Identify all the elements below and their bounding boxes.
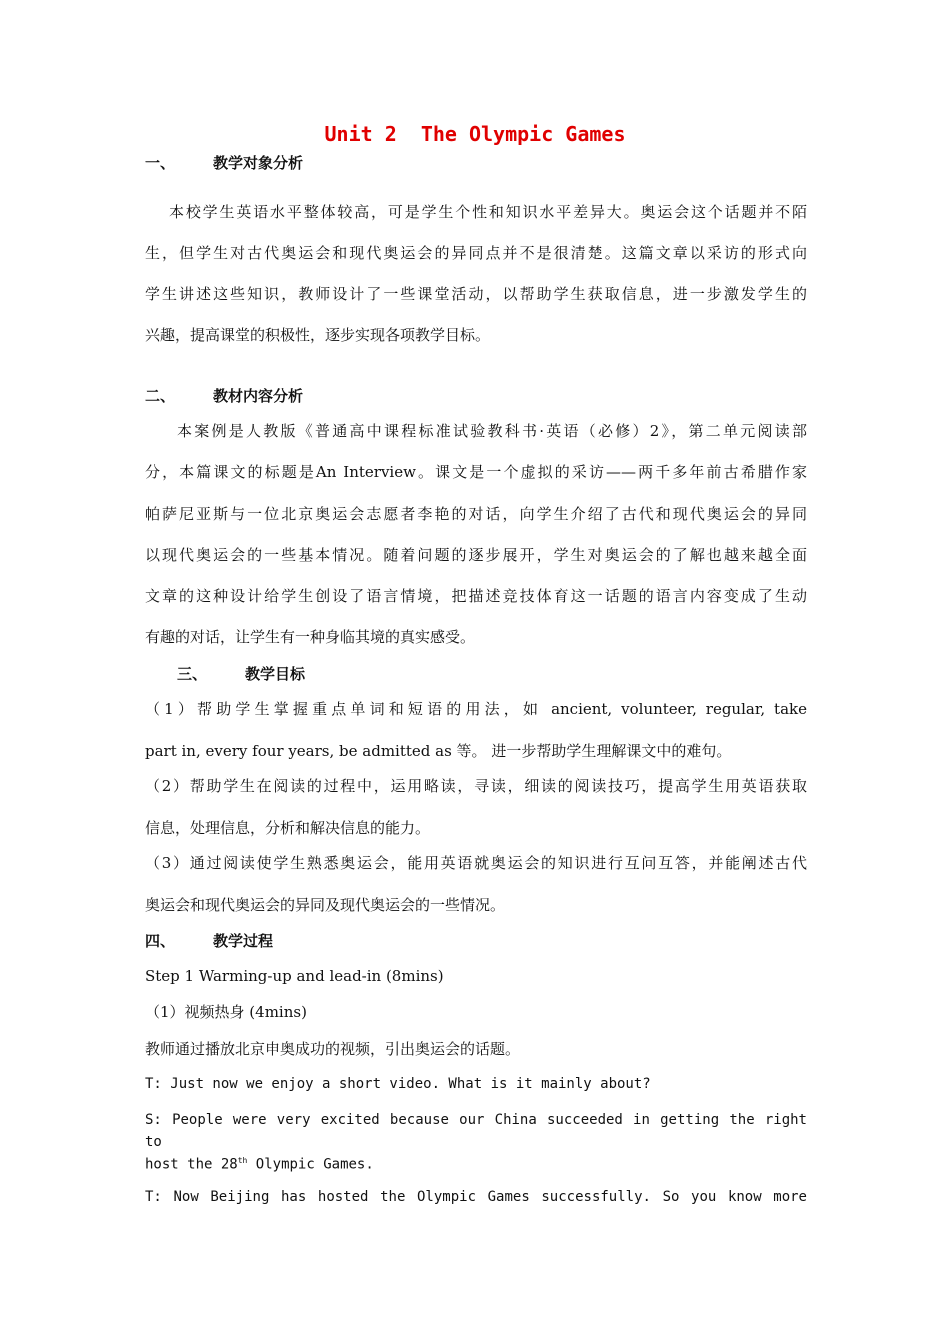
paragraph-line: 学生讲述这些知识，教师设计了一些课堂活动，以帮助学生获取信息，进一步激发学生的 [145, 285, 807, 303]
dialogue-line [145, 1150, 807, 1176]
paragraph-line: 文章的这种设计给学生创设了语言情境，把描述竞技体育这一话题的语言内容变成了生动 [145, 587, 807, 605]
dialogue-line: T: Just now we enjoy a short video. What is it mainly about? [145, 1076, 651, 1092]
dialogue-line: T: Now Beijing has hosted the Olympic Games successfully. So you know more [145, 1189, 807, 1205]
paragraph-line: 帕萨尼亚斯与一位北京奥运会志愿者李艳的对话，向学生介绍了古代和现代奥运会的异同 [145, 505, 807, 523]
paragraph-line: 兴趣，提高课堂的积极性，逐步实现各项教学目标。 [145, 326, 491, 344]
paragraph-line: 本校学生英语水平整体较高，可是学生个性和知识水平差异大。奥运会这个话题并不陌 [169, 203, 807, 221]
section-title: 教材内容分析 [213, 387, 304, 405]
section-number: 三、 [177, 665, 208, 683]
paragraph-line: part in, every four years, be admitted as 等。 进一步帮助学生理解课文中的难句。 [145, 742, 732, 760]
paragraph-line: 教师通过播放北京申奥成功的视频，引出奥运会的话题。 [145, 1040, 521, 1058]
paragraph-line: 信息，处理信息，分析和解决信息的能力。 [145, 819, 431, 837]
section-title: 教学对象分析 [213, 154, 304, 172]
section-title: 教学过程 [213, 932, 274, 950]
paragraph-line: Step 1 Warming-up and lead-in (8mins) [145, 967, 444, 985]
dialogue-text: host the 28 [145, 1156, 238, 1173]
section-heading [145, 930, 273, 951]
section-number: 二、 [145, 387, 176, 405]
section-heading [177, 663, 305, 684]
paragraph-line: （3）通过阅读使学生熟悉奥运会，能用英语就奥运会的知识进行互问互答，并能阐述古代 [145, 854, 807, 872]
section-heading [145, 385, 303, 406]
section-number: 一、 [145, 154, 176, 172]
paragraph-line: 奥运会和现代奥运会的异同及现代奥运会的一些情况。 [145, 896, 506, 914]
section-number: 四、 [145, 932, 176, 950]
paragraph-line: （2）帮助学生在阅读的过程中，运用略读，寻读，细读的阅读技巧，提高学生用英语获取 [145, 777, 807, 795]
paragraph-line: 本案例是人教版《普通高中课程标准试验教科书·英语（必修）2》，第二单元阅读部 [177, 422, 807, 440]
paragraph-line: （1）视频热身 (4mins) [145, 1003, 307, 1021]
dialogue-line: S: People were very excited because our China succeeded in getting the right to [145, 1112, 807, 1150]
paragraph-line: 分，本篇课文的标题是An Interview。课文是一个虚拟的采访——两千多年前古希腊作家 [145, 463, 807, 481]
paragraph-line: 以现代奥运会的一些基本情况。随着问题的逐步展开，学生对奥运会的了解也越来越全面 [145, 546, 807, 564]
page-title: Unit 2 The Olympic Games [324, 122, 626, 146]
dialogue-text: Olympic Games. [247, 1156, 374, 1173]
paragraph-line: （1）帮助学生掌握重点单词和短语的用法，如 ancient, volunteer, regular, take [145, 700, 807, 718]
section-title: 教学目标 [245, 665, 306, 683]
ordinal-suffix: th [237, 1156, 248, 1165]
paragraph-line: 生，但学生对古代奥运会和现代奥运会的异同点并不是很清楚。这篇文章以采访的形式向 [145, 244, 807, 262]
paragraph-line: 有趣的对话，让学生有一种身临其境的真实感受。 [145, 628, 476, 646]
section-heading [145, 152, 303, 173]
